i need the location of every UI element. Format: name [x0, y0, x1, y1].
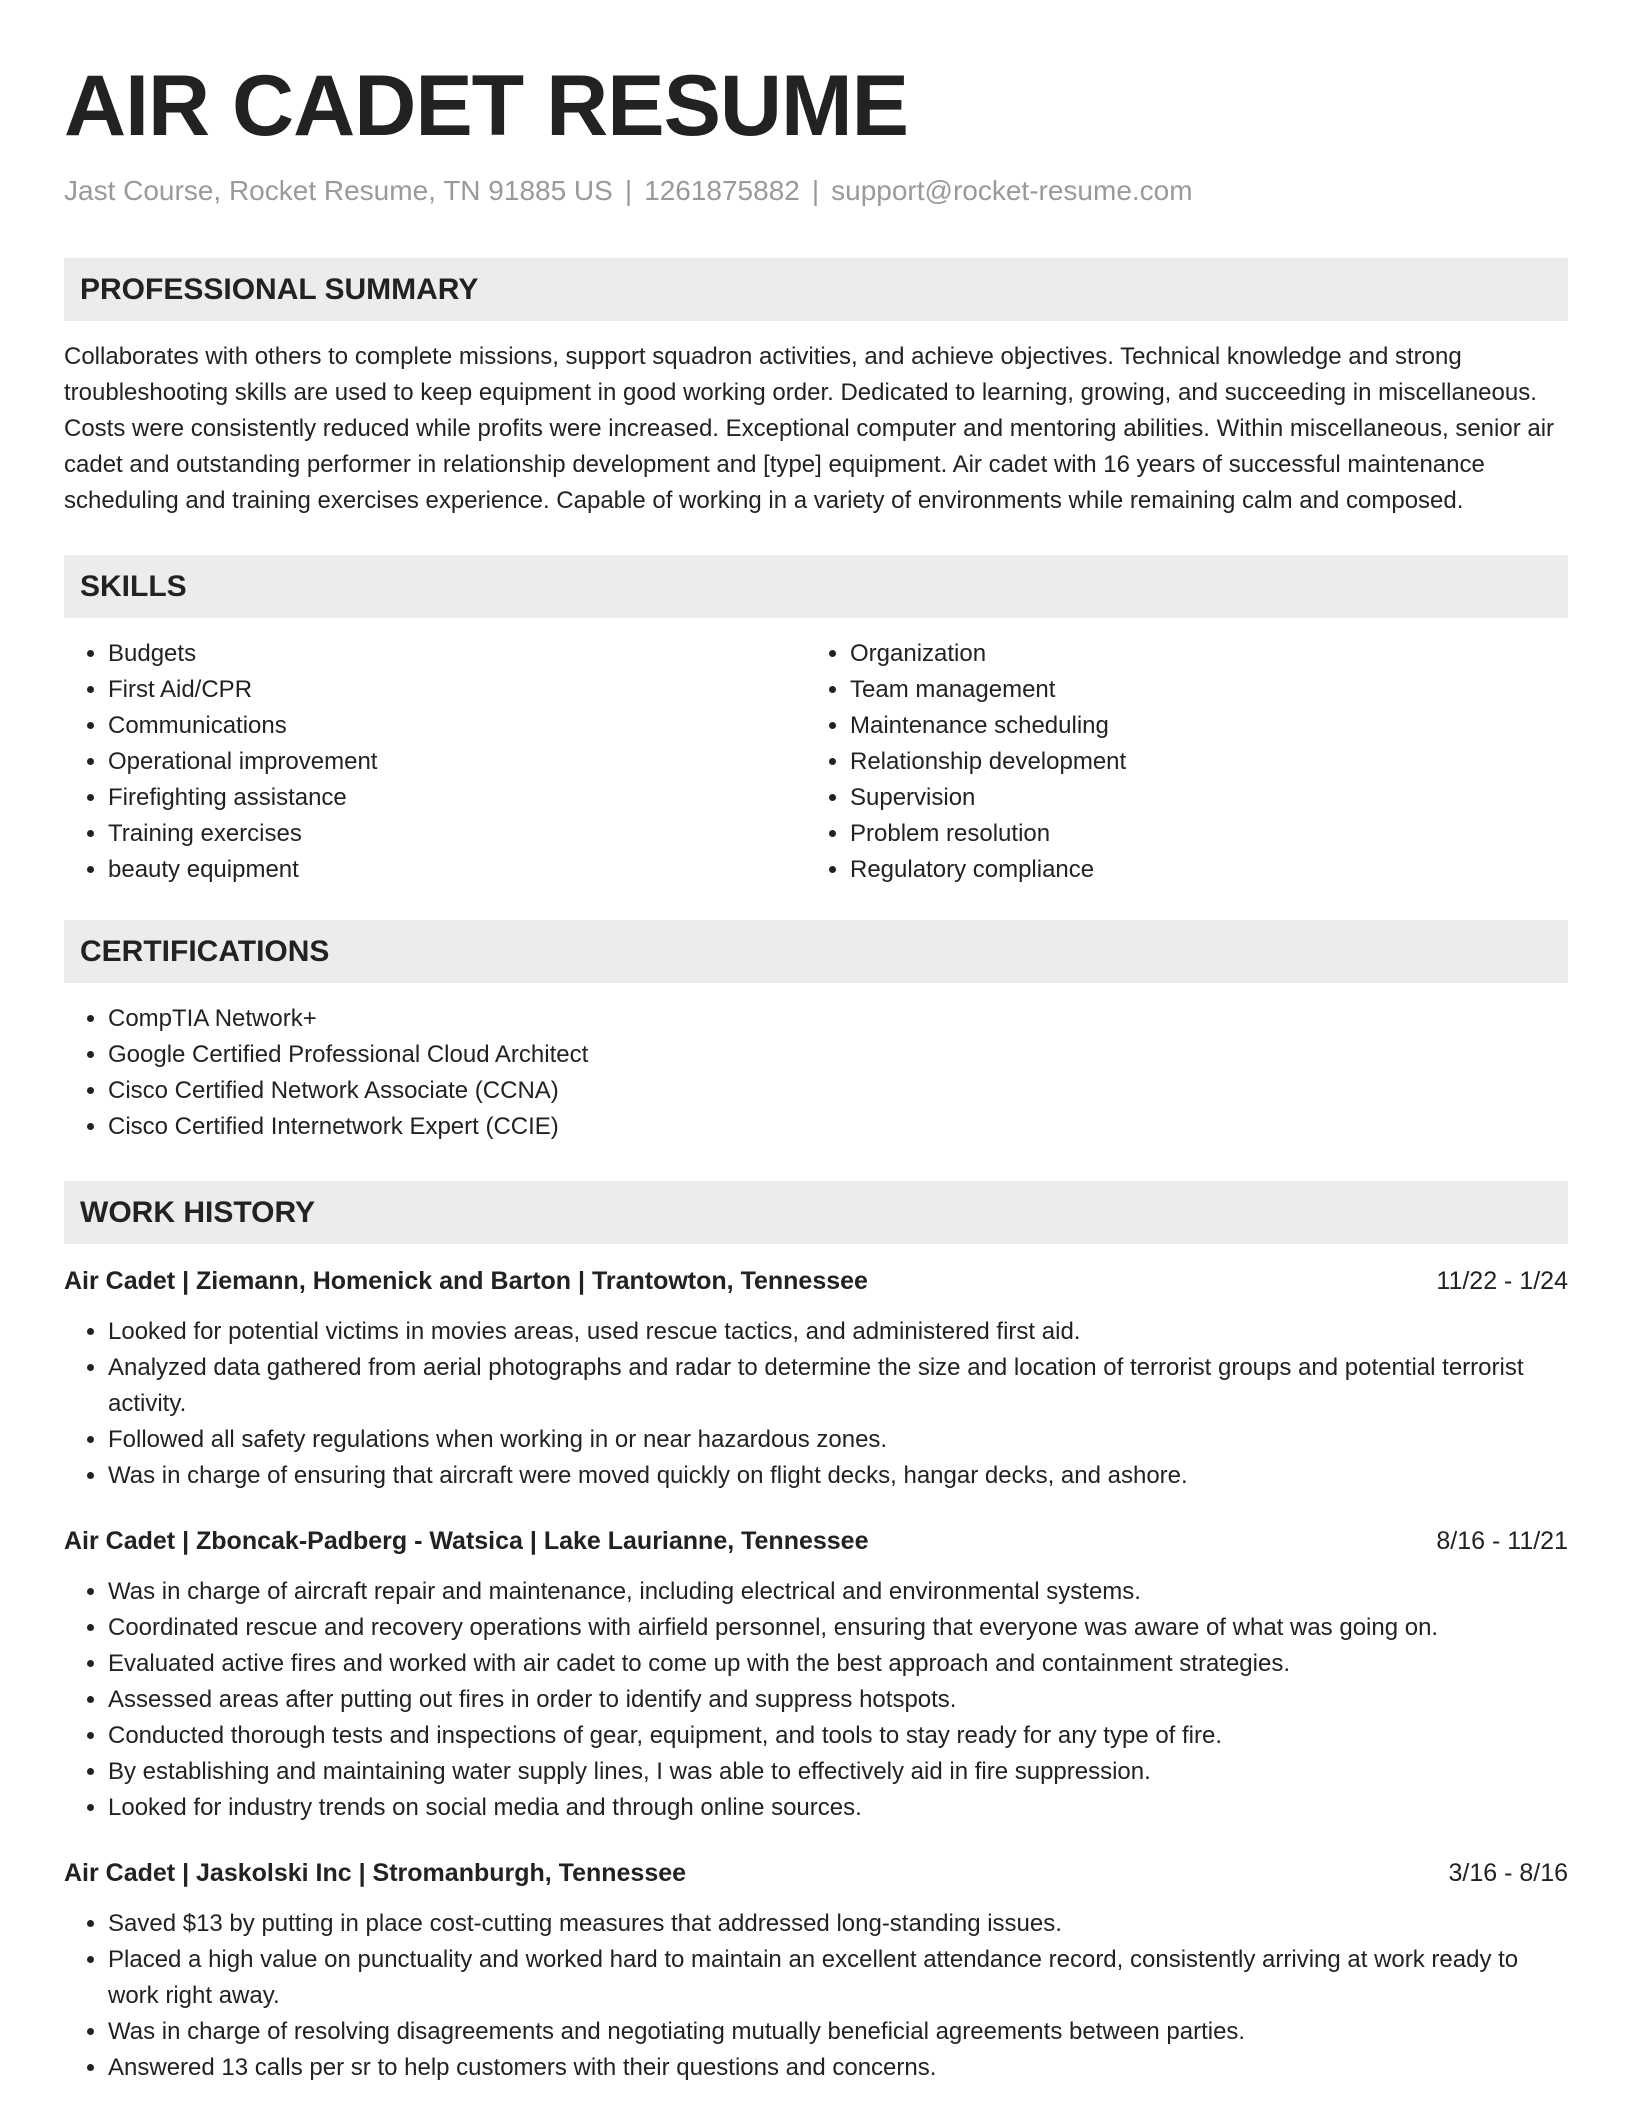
certifications-list [64, 1001, 1568, 1145]
certification-item: • Google Certified Professional Cloud Architect [108, 1037, 1568, 1073]
job-header [64, 1524, 1568, 1558]
skill-item: • Regulatory compliance [850, 852, 1548, 888]
certifications-heading: CERTIFICATIONS [64, 920, 1568, 983]
job-bullet: • Conducted thorough tests and inspections of gear, equipment, and tools to stay ready for any type of fire. [108, 1718, 1568, 1754]
job-entry [64, 1264, 1568, 1494]
job-bullet: • By establishing and maintaining water supply lines, I was able to effectively aid in fire suppression. [108, 1754, 1568, 1790]
skill-item: • Team management [850, 672, 1548, 708]
job-entry [64, 1856, 1568, 2086]
job-bullet: • Was in charge of resolving disagreements and negotiating mutually beneficial agreements between parties. [108, 2014, 1568, 2050]
skill-item: • Relationship development [850, 744, 1548, 780]
skill-item: • Training exercises [108, 816, 806, 852]
skills-grid [64, 636, 1568, 888]
job-title: Air Cadet | Zboncak-Padberg - Watsica | Lake Laurianne, Tennessee [64, 1527, 869, 1555]
job-bullets [64, 1574, 1568, 1826]
job-bullets [64, 1906, 1568, 2086]
job-bullet: • Analyzed data gathered from aerial photographs and radar to determine the size and location of terrorist groups and potential terrorist activity. [108, 1350, 1568, 1422]
skill-item: • Problem resolution [850, 816, 1548, 852]
summary-heading: PROFESSIONAL SUMMARY [64, 258, 1568, 321]
job-title: Air Cadet | Jaskolski Inc | Stromanburgh, Tennessee [64, 1859, 687, 1887]
job-header [64, 1856, 1568, 1890]
job-bullets [64, 1314, 1568, 1494]
certification-item: • Cisco Certified Internetwork Expert (CCIE) [108, 1109, 1568, 1145]
skill-item: • Budgets [108, 636, 806, 672]
job-bullet: • Assessed areas after putting out fires in order to identify and suppress hotspots. [108, 1682, 1568, 1718]
job-bullet: • Was in charge of aircraft repair and maintenance, including electrical and environmental systems. [108, 1574, 1568, 1610]
skills-heading: SKILLS [64, 555, 1568, 618]
contact-line [64, 174, 1568, 208]
job-dates: 8/16 - 11/21 [1436, 1527, 1568, 1555]
contact-address: Jast Course, Rocket Resume, TN 91885 US [64, 175, 613, 206]
skill-item: • Communications [108, 708, 806, 744]
job-bullet: • Answered 13 calls per sr to help customers with their questions and concerns. [108, 2050, 1568, 2086]
job-bullet: • Looked for industry trends on social media and through online sources. [108, 1790, 1568, 1826]
skill-item: • Organization [850, 636, 1548, 672]
contact-email: support@rocket-resume.com [831, 175, 1193, 206]
job-bullet: • Saved $13 by putting in place cost-cutting measures that addressed long-standing issues. [108, 1906, 1568, 1942]
skill-item: • Operational improvement [108, 744, 806, 780]
certification-item: • Cisco Certified Network Associate (CCNA) [108, 1073, 1568, 1109]
skill-item: • Maintenance scheduling [850, 708, 1548, 744]
resume-title: AIR CADET RESUME [64, 58, 909, 154]
job-dates: 11/22 - 1/24 [1436, 1267, 1568, 1295]
job-bullet: • Evaluated active fires and worked with air cadet to come up with the best approach and containment strategies. [108, 1646, 1568, 1682]
skills-list-right [806, 636, 1548, 888]
job-bullet: • Was in charge of ensuring that aircraft were moved quickly on flight decks, hangar decks, and ashore. [108, 1458, 1568, 1494]
contact-separator: | [811, 175, 820, 206]
skills-list-left [64, 636, 806, 888]
job-entry [64, 1524, 1568, 1826]
job-title: Air Cadet | Ziemann, Homenick and Barton | Trantowton, Tennessee [64, 1267, 868, 1295]
skill-item: • First Aid/CPR [108, 672, 806, 708]
job-bullet: • Looked for potential victims in movies areas, used rescue tactics, and administered first aid. [108, 1314, 1568, 1350]
job-bullet: • Followed all safety regulations when working in or near hazardous zones. [108, 1422, 1568, 1458]
job-bullet: • Coordinated rescue and recovery operations with airfield personnel, ensuring that everyone was aware of what was going on. [108, 1610, 1568, 1646]
job-header [64, 1264, 1568, 1298]
summary-text: Collaborates with others to complete missions, support squadron activities, and achieve objectives. Technical knowledge and strong troubleshooting skills are used to keep equipment in good working order. Dedicated to learning, growing, and succeeding in miscellaneous. Costs were consistently reduced while profits were increased. Exceptional computer and mentoring abilities. Within miscellaneous, senior air cadet and outstanding performer in relationship development and [type] equipment. Air cadet with 16 years of successful maintenance scheduling and training exercises experience. Capable of working in a variety of environments while remaining calm and composed. [64, 343, 1555, 514]
certification-item: • CompTIA Network+ [108, 1001, 1568, 1037]
job-bullet: • Placed a high value on punctuality and worked hard to maintain an excellent attendance record, consistently arriving at work ready to work right away. [108, 1942, 1568, 2014]
skill-item: • beauty equipment [108, 852, 806, 888]
work-history-heading: WORK HISTORY [64, 1181, 1568, 1244]
skill-item: • Supervision [850, 780, 1548, 816]
contact-separator: | [624, 175, 633, 206]
contact-phone: 1261875882 [644, 175, 800, 206]
job-dates: 3/16 - 8/16 [1448, 1859, 1568, 1887]
skill-item: • Firefighting assistance [108, 780, 806, 816]
